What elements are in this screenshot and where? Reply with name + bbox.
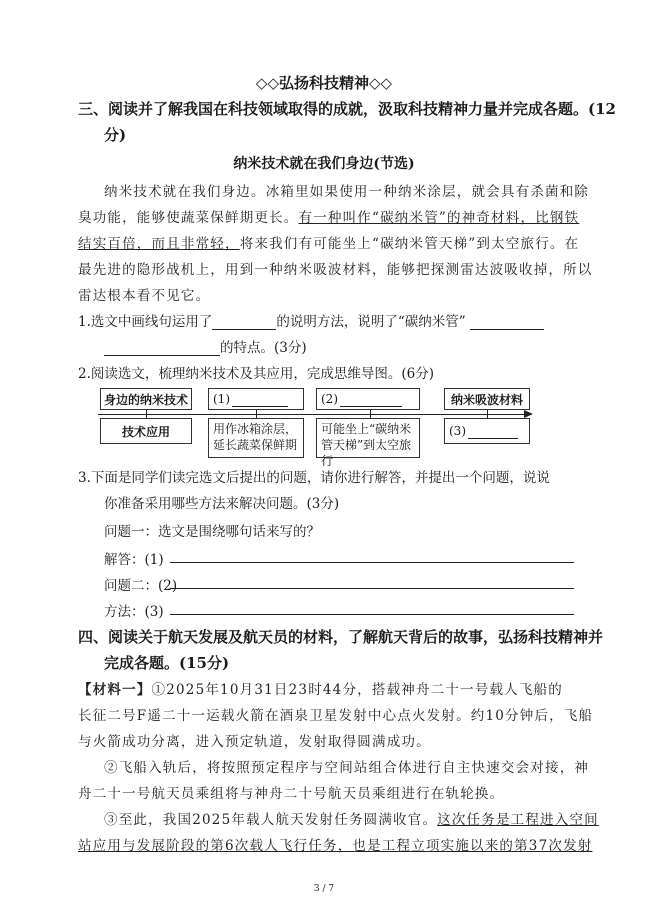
question-1-text: 的说明方法，说明了“碳纳米管” bbox=[276, 314, 466, 330]
answer-line-3[interactable] bbox=[170, 614, 574, 615]
box-nano-tech bbox=[100, 388, 192, 410]
box-application-2 bbox=[316, 418, 420, 468]
answer-label-3: 方法：(3) bbox=[104, 604, 164, 620]
arrow-right-icon bbox=[524, 410, 533, 418]
passage-text: 将来我们有可能坐上“碳纳米管天梯”到太空旅行。在 bbox=[239, 236, 580, 252]
box-application-1 bbox=[208, 418, 304, 458]
answer-label-2: 问题二：(2) bbox=[104, 578, 178, 594]
box-blank-3[interactable] bbox=[444, 418, 530, 444]
page-number: 3 / 7 bbox=[313, 884, 335, 894]
question-3-question1: 问题一：选文是围绕哪句话来写的？ bbox=[104, 524, 320, 540]
box-label: 纳米吸波材料 bbox=[450, 392, 523, 407]
material-text: ③至此，我国2025年载人航天发射任务圆满收官。 bbox=[104, 812, 438, 828]
box-label: (1) bbox=[213, 392, 230, 406]
article-title: 纳米技术就在我们身边(节选) bbox=[233, 156, 415, 172]
underlined-sentence: 有一种叫作“碳纳米管”的神奇材料，比钢铁 bbox=[298, 210, 580, 226]
section3-header-line1: 三、阅读并了解我国在科技领域取得的成就，汲取科技精神力量并完成各题。(12 bbox=[78, 100, 616, 118]
question-1-text: 1.选文中画线句运用了 bbox=[78, 314, 213, 330]
answer-label-1: 解答：(1) bbox=[104, 552, 164, 568]
answer-blank-feature[interactable] bbox=[470, 315, 544, 330]
passage-line: 最先进的隐形战机上，用到一种纳米吸波材料，能够把探测雷达波吸收掉，所以 bbox=[78, 262, 593, 278]
material-text: ①2025年10月31日23时44分，搭载神舟二十一号载人飞船的 bbox=[151, 682, 563, 698]
question-1 bbox=[78, 310, 544, 330]
question-1-cont bbox=[104, 336, 307, 356]
box-label: 用作冰箱涂层，延长蔬菜保鲜期 bbox=[213, 422, 298, 452]
box-wave-absorb bbox=[444, 388, 530, 410]
material-1-line: 与火箭成功分离，进入预定轨道，发射取得圆满成功。 bbox=[78, 734, 431, 750]
material-1-line: 舟二十一号航天员乘组将与神舟二十号航天员乘组进行在轨轮换。 bbox=[78, 786, 505, 802]
question-2: 2.阅读选文，梳理纳米技术及其应用，完成思维导图。(6分) bbox=[78, 366, 435, 382]
box-label: 身边的纳米技术 bbox=[103, 392, 188, 407]
box-tech-application bbox=[100, 418, 192, 444]
passage-line: 雷达根本看不见它。 bbox=[78, 288, 211, 304]
passage-line bbox=[78, 232, 579, 252]
question-3-line1: 3.下面是同学们读完选文后提出的问题，请你进行解答，并提出一个问题，说说 bbox=[78, 470, 550, 486]
material-1-label: 【材料一】 bbox=[78, 682, 152, 698]
material-1-line bbox=[78, 678, 563, 698]
material-1-line: ②飞船入轨后，将按照预定程序与空间站组合体进行自主快速交会对接，神 bbox=[104, 760, 590, 776]
passage-line bbox=[78, 206, 579, 226]
material-1-line: 长征二号F遥二十一运载火箭在酒泉卫星发射中心点火发射。约10分钟后，飞船 bbox=[78, 708, 594, 724]
box-label: (2) bbox=[321, 392, 338, 406]
passage-text: 臭功能，能够使蔬菜保鲜期更长。 bbox=[78, 210, 299, 226]
answer-line-1[interactable] bbox=[170, 562, 574, 563]
answer-blank-2[interactable] bbox=[340, 392, 402, 407]
box-blank-2[interactable] bbox=[316, 388, 420, 410]
mindmap-axis bbox=[98, 414, 528, 415]
answer-blank-3[interactable] bbox=[468, 424, 518, 439]
page-title: ◇◇弘扬科技精神◇◇ bbox=[255, 74, 393, 92]
passage-line: 纳米技术就在我们身边。冰箱里如果使用一种纳米涂层，就会具有杀菌和除 bbox=[104, 184, 590, 200]
section3-header-line2: 分) bbox=[104, 126, 127, 144]
question-1-text: 的特点。(3分) bbox=[220, 340, 307, 356]
answer-line-2[interactable] bbox=[170, 588, 574, 589]
question-3-line2: 你准备采用哪些方法来解决问题。(3分) bbox=[104, 496, 340, 512]
underlined-sentence: 结实百倍，而且非常轻， bbox=[78, 236, 240, 252]
material-1-line bbox=[104, 808, 599, 828]
underlined-sentence: 这次任务是工程进入空间 bbox=[437, 812, 599, 828]
underlined-sentence: 站应用与发展阶段的第6次载人飞行任务，也是工程立项实施以来的第37次发射 bbox=[78, 838, 593, 854]
section4-header-line2: 完成各题。(15分) bbox=[104, 654, 230, 672]
box-label: 技术应用 bbox=[121, 424, 170, 439]
answer-blank-feature-cont[interactable] bbox=[104, 341, 220, 356]
answer-blank-method[interactable] bbox=[212, 315, 276, 330]
section4-header-line1: 四、阅读关于航天发展及航天员的材料，了解航天背后的故事，弘扬科技精神并 bbox=[78, 628, 604, 646]
box-blank-1[interactable] bbox=[208, 388, 304, 410]
answer-blank-1[interactable] bbox=[232, 392, 288, 407]
box-label: (3) bbox=[449, 424, 466, 438]
box-label: 可能坐上“碳纳米管天梯”到太空旅行 bbox=[321, 422, 412, 468]
